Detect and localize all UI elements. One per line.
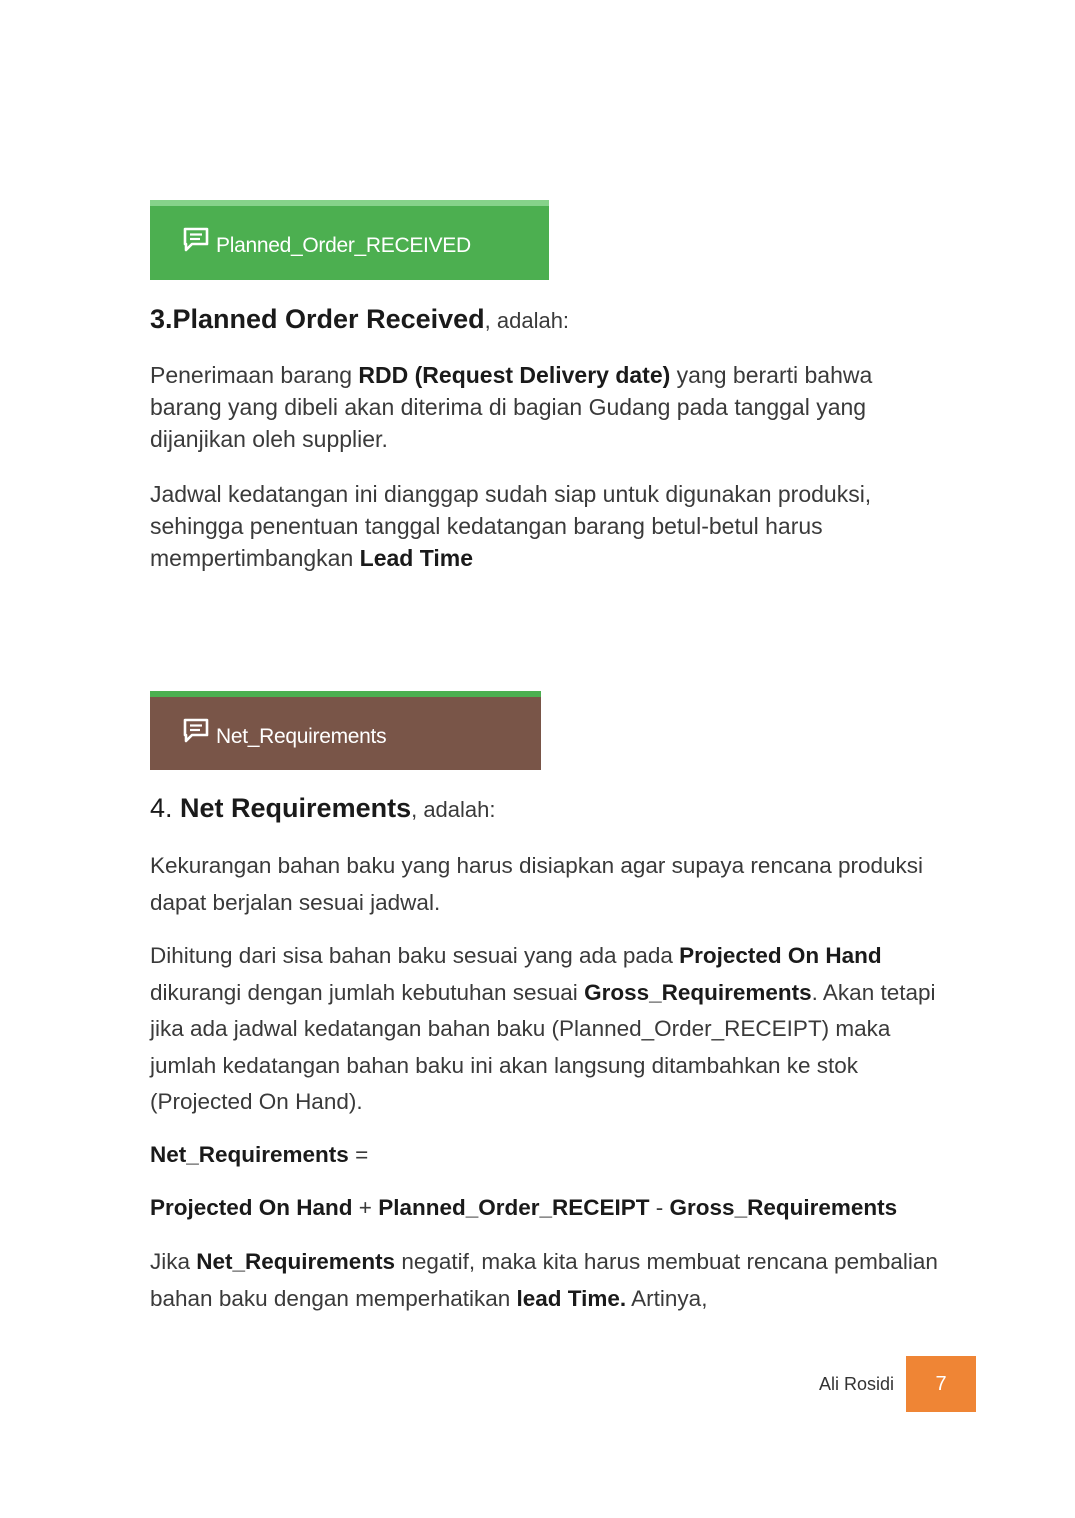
- comment-icon: [182, 718, 210, 744]
- page-number: 7: [906, 1356, 976, 1412]
- paragraph: Jadwal kedatangan ini dianggap sudah siap untuk digunakan produksi, sehingga penentuan tanggal kedatangan barang betul-betul harus mempertimbangkan Lead Time: [150, 481, 872, 571]
- paragraph: Dihitung dari sisa bahan baku sesuai yang ada pada Projected On Hand dikurangi dengan jumlah kebutuhan sesuai Gross_Requirements. Akan tetapi jika ada jadwal kedatangan bahan baku (Planned_Order_RECEIPT) maka jumlah kedatangan bahan baku ini akan langsung ditambahkan ke stok (Projected On Hand).: [150, 943, 936, 1114]
- formula: Projected On Hand + Planned_Order_RECEIPT - Gross_Requirements: [150, 1195, 898, 1220]
- banner-label: Planned_Order_RECEIVED: [216, 234, 471, 257]
- formula-label: Net_Requirements =: [150, 1142, 369, 1167]
- footer-author: Ali Rosidi: [818, 1374, 894, 1394]
- section-heading: 4. Net Requirements, adalah:: [150, 793, 496, 823]
- comment-icon: [182, 227, 210, 253]
- banner-label: Net_Requirements: [216, 724, 387, 748]
- section-heading: 3.Planned Order Received, adalah:: [150, 304, 570, 334]
- banner-net-requirements: [150, 691, 541, 770]
- paragraph: Kekurangan bahan baku yang harus disiapkan agar supaya rencana produksi dapat berjalan sesuai jadwal.: [150, 853, 924, 915]
- banner-planned-order-received: [150, 200, 549, 280]
- paragraph: Jika Net_Requirements negatif, maka kita harus membuat rencana pembalian bahan baku dengan memperhatikan lead Time. Artinya,: [150, 1249, 938, 1311]
- paragraph: Penerimaan barang RDD (Request Delivery date) yang berarti bahwa barang yang dibeli akan diterima di bagian Gudang pada tanggal yang dijanjikan oleh supplier.: [150, 362, 873, 452]
